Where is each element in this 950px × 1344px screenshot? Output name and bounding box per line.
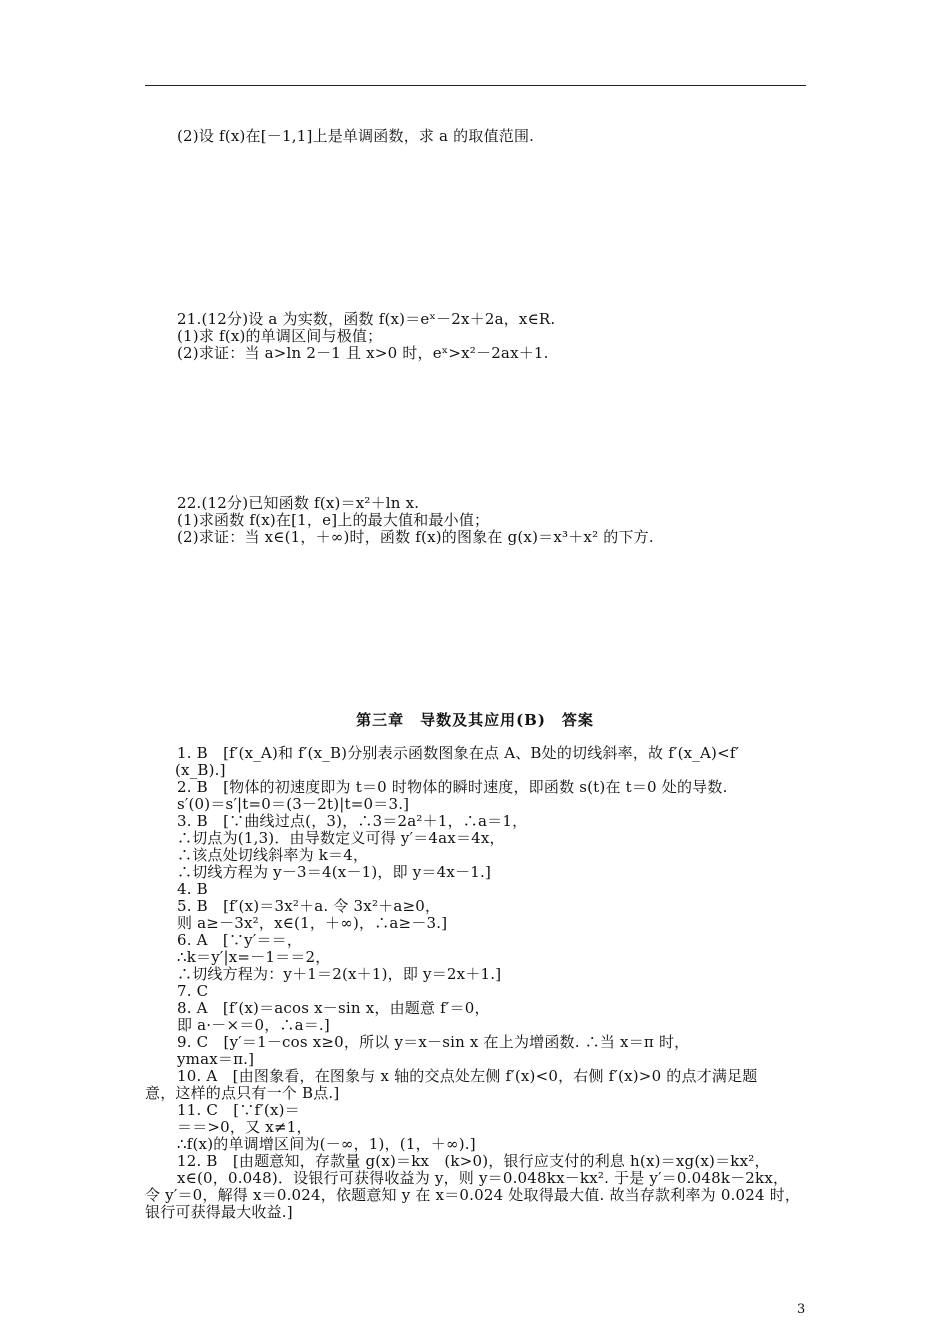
answer-line: ymax＝π.]: [177, 1050, 255, 1068]
q22-part2: (2)求证：当 x∈(1，＋∞)时，函数 f(x)的图象在 g(x)＝x³＋x² 的下方.: [177, 528, 654, 546]
answer-line: ∴切点为(1,3)．由导数定义可得 y′＝4ax＝4x，: [177, 829, 505, 847]
q21-part2: (2)求证：当 a>ln 2－1 且 x>0 时，eˣ>x²－2ax＋1.: [177, 344, 549, 362]
header-rule: [145, 85, 806, 86]
answer-line: 5. B [f′(x)＝3x²＋a. 令 3x²＋a≥0，: [177, 897, 441, 915]
q22-stem: 22.(12分)已知函数 f(x)＝x²＋ln x.: [177, 494, 420, 512]
q22-part1: (1)求函数 f(x)在[1，e]上的最大值和最小值；: [177, 511, 490, 529]
answer-line: x∈(0，0.048)．设银行可获得收益为 y，则 y＝0.048kx－kx². 于是 y′＝0.048k－2kx，: [177, 1169, 789, 1187]
answer-line: ∴切线方程为：y＋1＝2(x＋1)，即 y＝2x＋1.]: [177, 965, 502, 983]
answer-line: 银行可获得最大收益.]: [145, 1203, 293, 1221]
answer-line: s′(0)＝s′|t=0＝(3－2t)|t=0＝3.]: [177, 795, 410, 813]
answer-line: 3. B [∵曲线过点(，3)，∴3＝2a²＋1，∴a＝1，: [177, 812, 528, 830]
answer-line: ∴f(x)的单调增区间为(－∞，1)，(1，＋∞).]: [177, 1135, 476, 1153]
answer-line: 则 a≥－3x²，x∈(1，＋∞)，∴a≥－3.]: [177, 914, 448, 932]
answer-line: (x_B).]: [175, 761, 226, 779]
q21-part1: (1)求 f(x)的单调区间与极值；: [177, 327, 383, 345]
answer-line: 12. B [由题意知，存款量 g(x)＝kx (k>0)，银行应支付的利息 h(x)＝xg(x)＝kx²，: [177, 1152, 770, 1170]
answer-line: 7. C: [177, 982, 209, 1000]
answer-line: 10. A [由图象看，在图象与 x 轴的交点处左侧 f′(x)<0，右侧 f′(x)>0 的点才满足题: [177, 1067, 758, 1085]
q21-stem: 21.(12分)设 a 为实数，函数 f(x)＝eˣ－2x＋2a，x∈R.: [177, 310, 556, 328]
answer-line: 8. A [f′(x)＝acos x－sin x，由题意 f′＝0，: [177, 999, 490, 1017]
answer-line: 令 y′＝0，解得 x＝0.024，依题意知 y 在 x＝0.024 处取得最大值. 故当存款利率为 0.024 时，: [145, 1186, 801, 1204]
answer-line: 2. B [物体的初速度即为 t＝0 时物体的瞬时速度，即函数 s(t)在 t＝0 处的导数.: [177, 778, 728, 796]
page-number: 3: [797, 1302, 806, 1317]
answer-line: ＝＝>0，又 x≠1，: [177, 1118, 312, 1136]
answers-title: 第三章 导数及其应用(B) 答案: [356, 711, 594, 729]
answer-line: 4. B: [177, 880, 208, 898]
answer-line: 即 a·－×＝0，∴a＝.]: [177, 1016, 330, 1034]
answer-line: 11. C [∵f′(x)＝: [177, 1101, 300, 1119]
answer-line: ∴k＝y′|x=－1＝＝2，: [177, 948, 331, 966]
answer-line: ∴切线方程为 y－3＝4(x－1)，即 y＝4x－1.]: [177, 863, 492, 881]
q20-part2: (2)设 f(x)在[－1,1]上是单调函数，求 a 的取值范围.: [177, 127, 535, 145]
answer-line: 6. A [∵y′＝＝，: [177, 931, 303, 949]
answer-line: 意，这样的点只有一个 B点.]: [145, 1084, 340, 1102]
answer-line: ∴该点处切线斜率为 k＝4，: [177, 846, 369, 864]
answer-line: 9. C [y′＝1－cos x≥0，所以 y＝x－sin x 在上为增函数. ∴当 x＝π 时，: [177, 1033, 690, 1051]
answer-line: 1. B [f′(x_A)和 f′(x_B)分别表示函数图象在点 A、B处的切线斜率，故 f′(x_A)<f′: [177, 744, 740, 762]
